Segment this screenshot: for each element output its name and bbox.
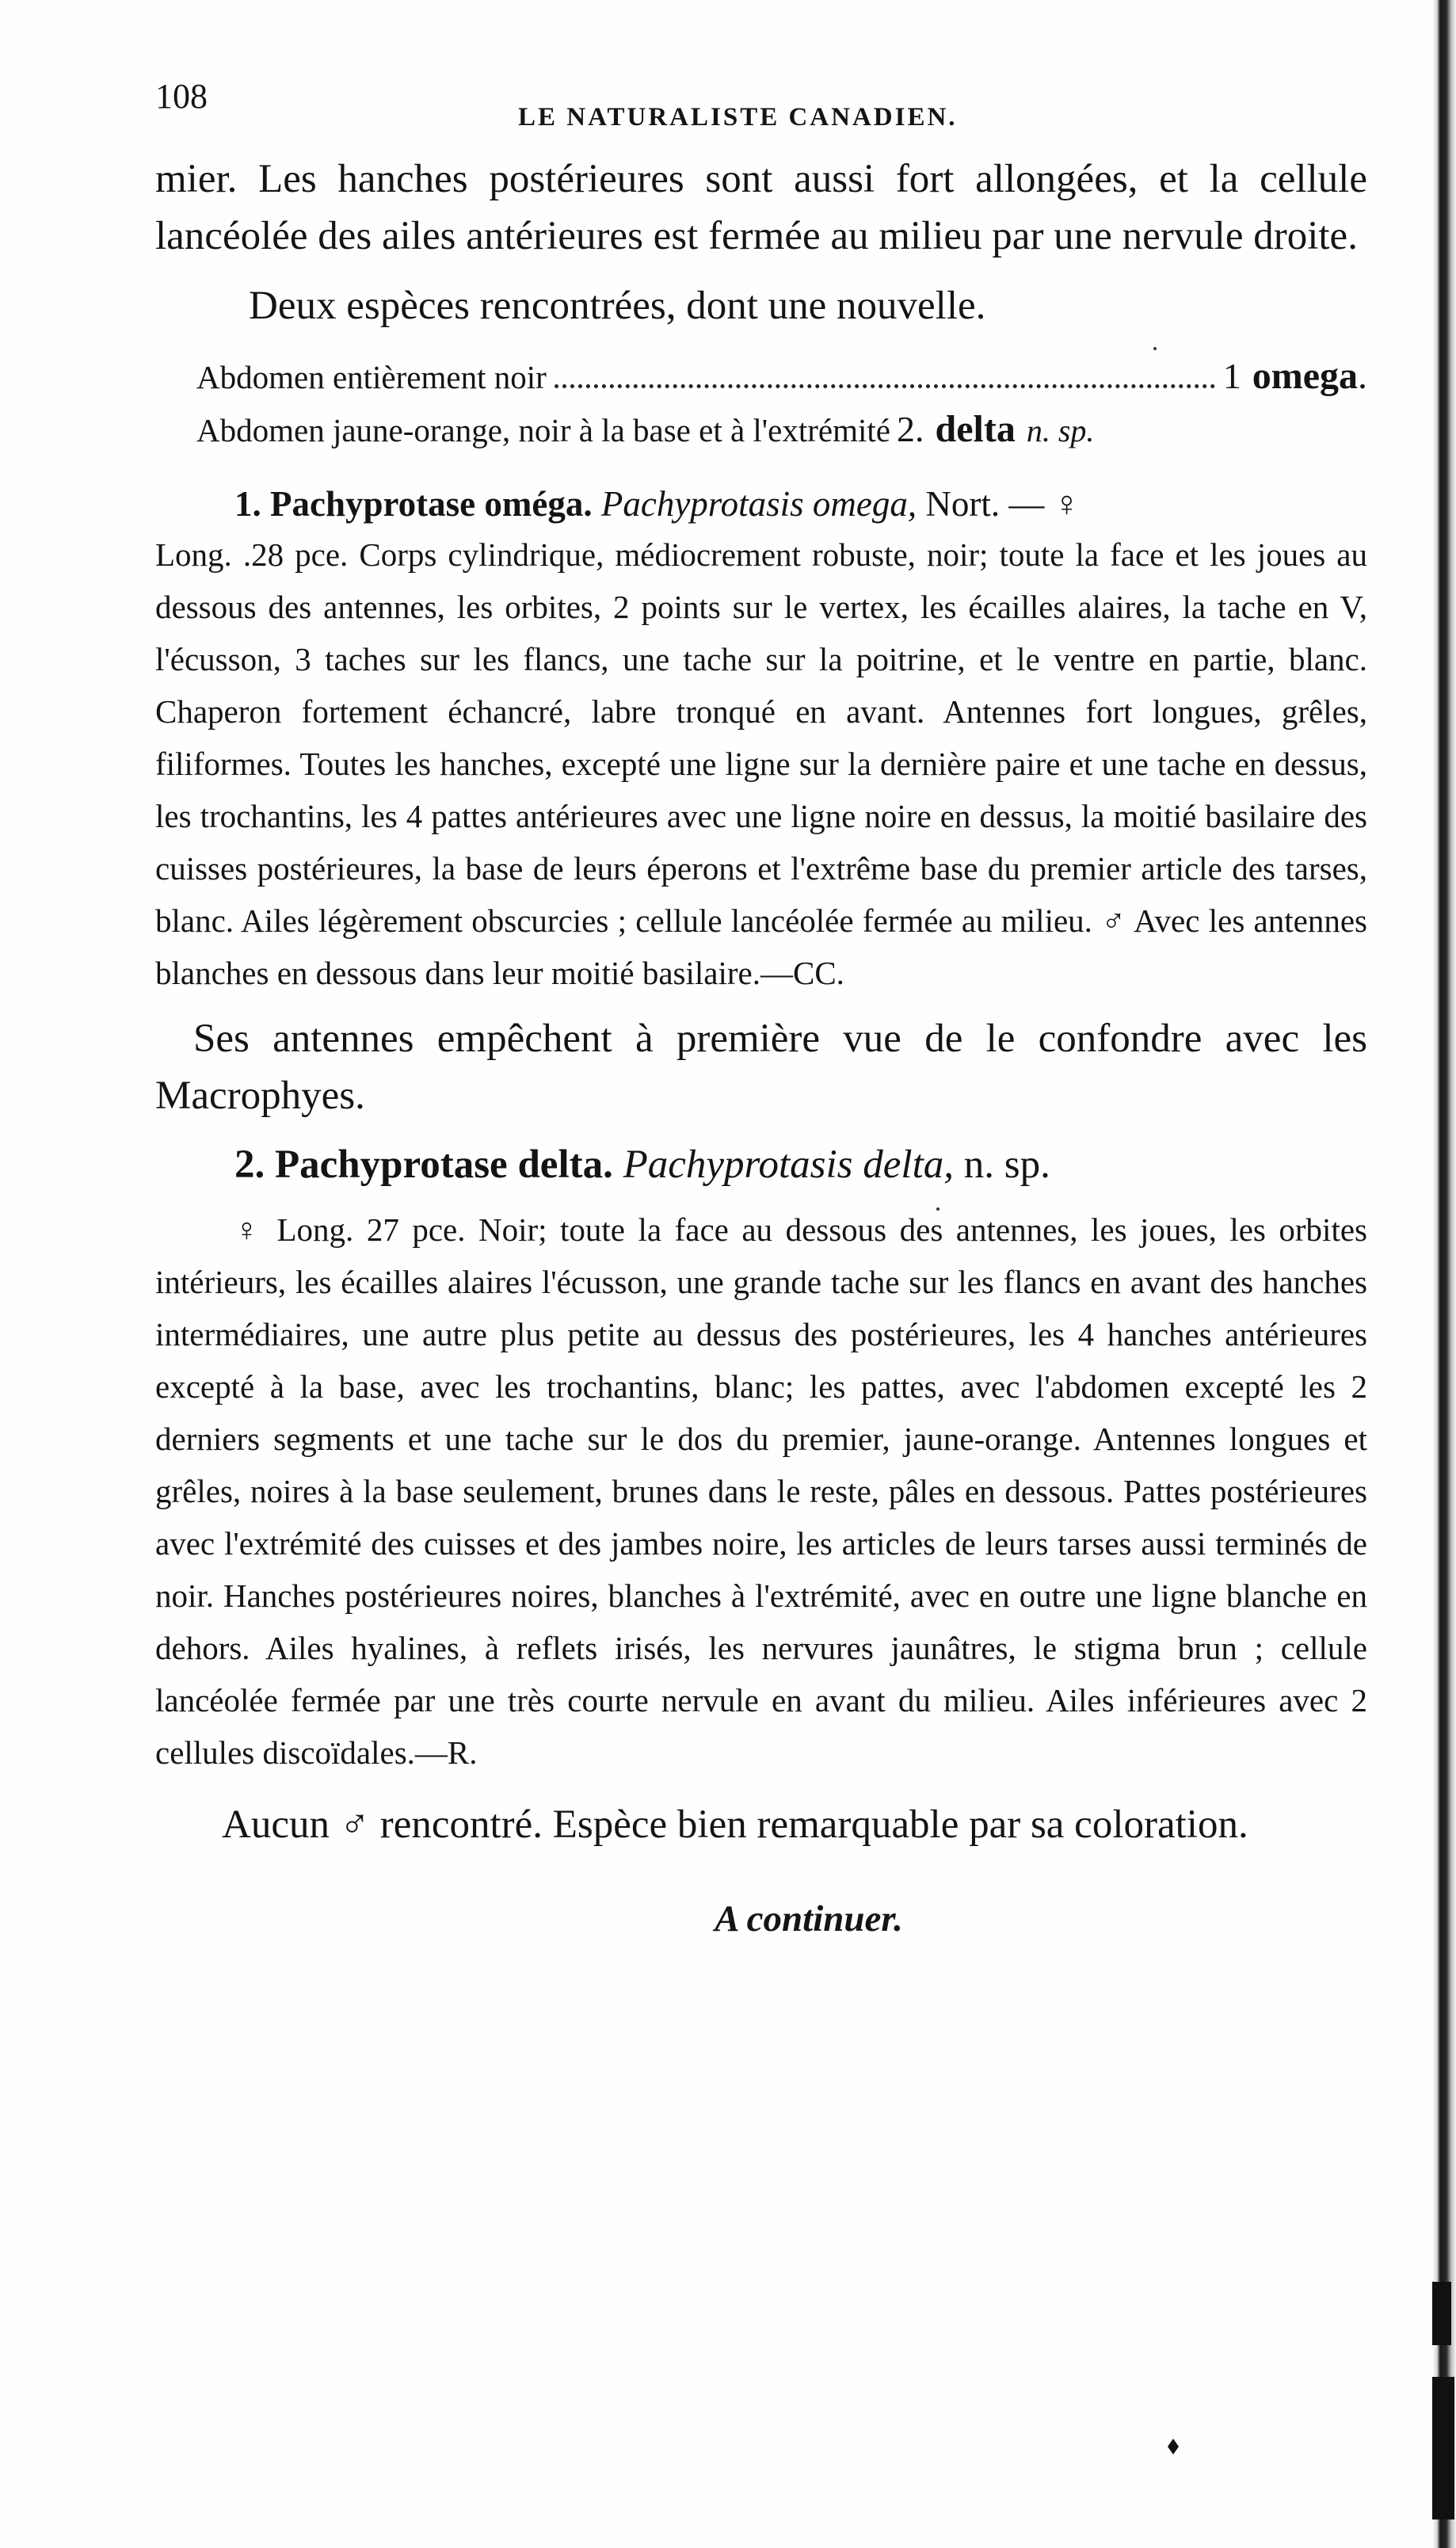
scan-speck [936, 1207, 940, 1211]
paragraph-continuation: mier. Les hanches postérieures sont aussi fort allongées, et la cellule lancéolée des ailes antérieures est fermée au milieu par une nervule droite. [155, 157, 1367, 258]
species-key [155, 350, 1367, 457]
species-1-author: Nort. — ♀ [917, 484, 1081, 524]
key-line-omega [155, 350, 1367, 403]
edge-mark [1432, 2282, 1451, 2345]
ornament-diamond [1168, 2439, 1179, 2455]
species-1-note: Ses antennes empêchent à première vue de le confondre avec les Macrophyes. [155, 1017, 1367, 1118]
key-number: 1 [1222, 356, 1241, 396]
species-2-description: ♀ Long. 27 pce. Noir; toute la face au dessous des antennes, les joues, les orbites intérieurs, les écailles alaires l'écusson, une grande tache sur les flancs en avant des hanches intermédiaires, une autre plus petite au dessus des postérieures, les 4 hanches antérieures excepté à la base, avec les trochantins, blanc; les pattes, avec l'abdomen excepté les 2 derniers segments et une tache sur le dos du premier, jaune-orange. Antennes longues et grêles, noires à la base seulement, brunes dans le reste, pâles en dessous. Pattes postérieures avec l'extrémité des cuisses et des jambes noire, les articles de leurs tarses aussi terminés de noir. Hanches postérieures noires, blanches à l'extrémité, avec en outre une ligne blanche en dehors. Ailes hyalines, à reflets irisés, les nervures jaunâtres, le stigma brun ; cellule lancéolée fermée par une très courte nervule en avant du milieu. Ailes inférieures avec 2 cellules discoïdales.—R. [155, 1211, 1367, 1771]
species-1-entry [155, 478, 1367, 530]
edge-mark [1432, 2377, 1454, 2519]
key-text: Abdomen jaune-orange, noir à la base et à l'extrémité [196, 412, 890, 448]
journal-title: LE NATURALISTE CANADIEN. [518, 103, 958, 132]
key-line-delta [155, 403, 1367, 457]
key-species-name: delta [935, 408, 1016, 450]
species-2-scientific-name: Pachyprotasis delta, [623, 1142, 954, 1187]
key-species-name: omega [1252, 355, 1358, 397]
scan-speck [1153, 347, 1157, 350]
running-head [155, 76, 1367, 152]
key-suffix: . [1358, 355, 1367, 397]
key-new-species-mark: n. sp. [1026, 413, 1095, 448]
species-2-author: n. sp. [954, 1142, 1050, 1187]
species-2-title: 2. Pachyprotase delta. [234, 1142, 613, 1187]
key-text: Abdomen entièrement noir [196, 359, 547, 395]
binding-edge [1432, 0, 1456, 2548]
page-content [155, 76, 1367, 1940]
species-1-title: 1. Pachyprotase oméga. [234, 484, 593, 524]
key-number: 2. [897, 409, 924, 449]
page-number: 108 [155, 77, 208, 116]
continuation-notice: A continuer. [715, 1898, 903, 1940]
species-2-entry [155, 1135, 1367, 1194]
species-2-note: Aucun ♂ rencontré. Espèce bien remarquable par sa coloration. [222, 1802, 1248, 1847]
species-1-scientific-name: Pachyprotasis omega, [600, 484, 917, 524]
species-1-description: Long. .28 pce. Corps cylindrique, médiocrement robuste, noir; toute la face et les joues au dessous des antennes, les orbites, 2 points sur le vertex, les écailles alaires, la tache en V, l'écusson, 3 taches sur les flancs, une tache sur la poitrine, et le ventre en partie, blanc. Chaperon fortement échancré, labre tronqué en avant. Antennes fort longues, grêles, filiformes. Toutes les hanches, excepté une ligne sur la dernière paire et une tache en dessus, les trochantins, les 4 pattes antérieures avec une ligne noire en dessus, la moitié basilaire des cuisses postérieures, la base de leurs éperons et l'extrême base du premier article des tarses, blanc. Ailes légèrement obscurcies ; cellule lancéolée fermée au milieu. ♂ Avec les antennes blanches en dessous dans leur moitié basilaire.—CC. [155, 536, 1367, 991]
leader-dots [555, 384, 1215, 388]
paragraph-species-count: Deux espèces rencontrées, dont une nouvelle. [249, 284, 986, 328]
